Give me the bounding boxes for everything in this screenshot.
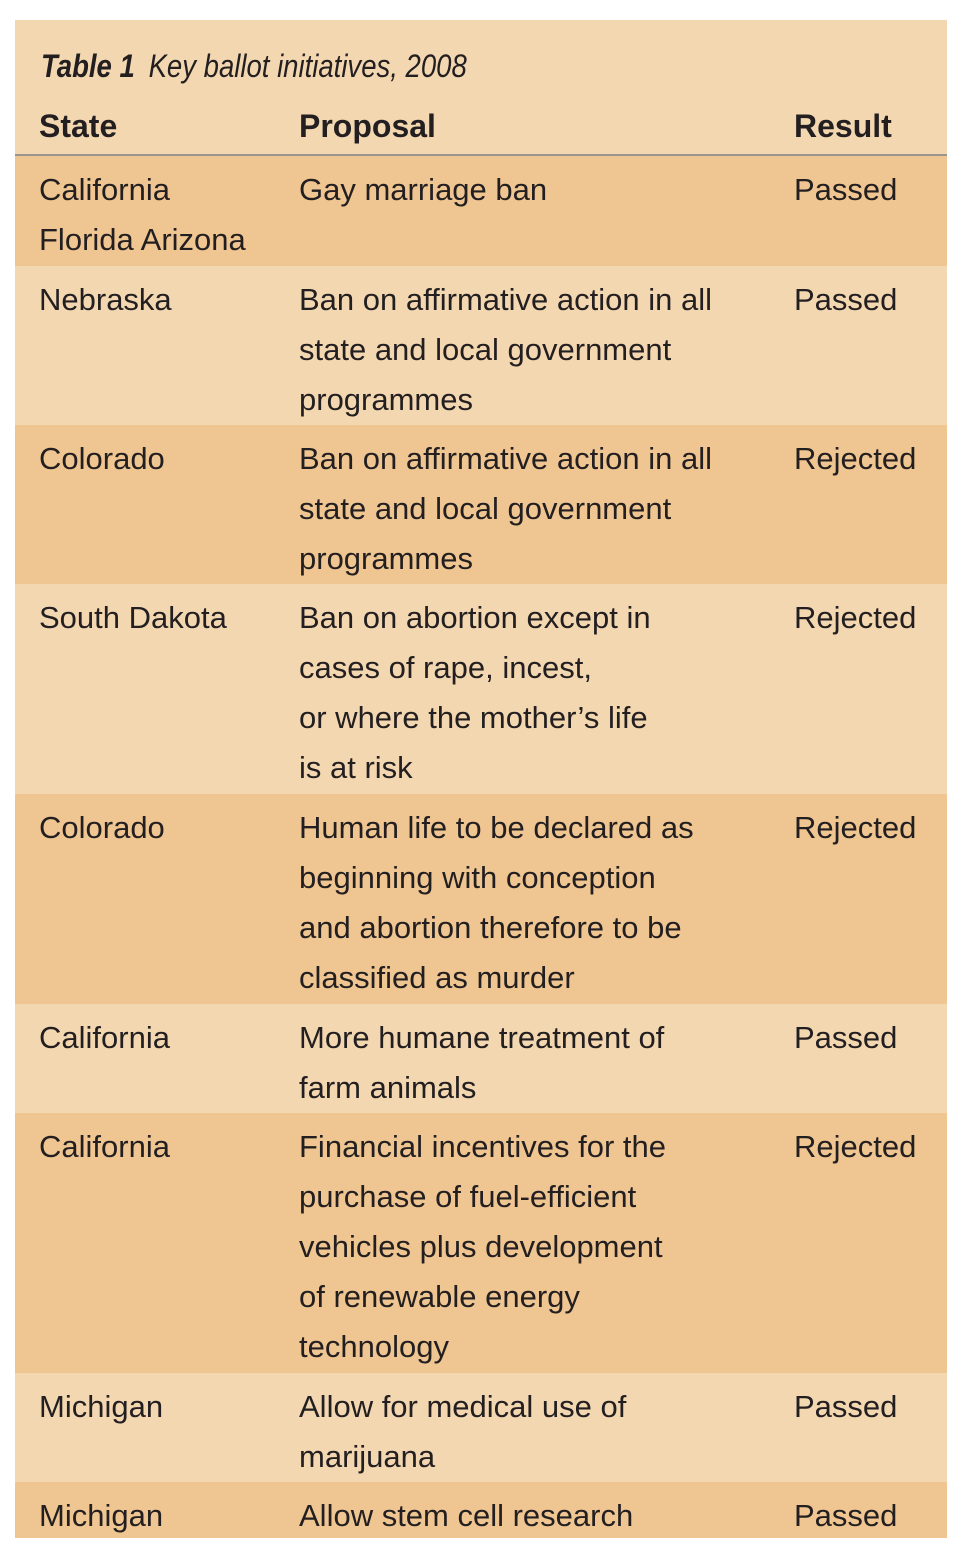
state-cell: California Florida Arizona: [39, 172, 246, 257]
column-header-result: Result: [794, 108, 892, 144]
ballot-initiatives-table: [15, 20, 947, 1538]
table-row: [15, 1373, 947, 1482]
table-title: Key ballot initiatives, 2008: [148, 48, 467, 84]
proposal-cell: More humane treatment of farm animals: [299, 1020, 665, 1105]
proposal-cell: Human life to be declared as beginning with conception and abortion therefore to be classified as murder: [299, 810, 694, 995]
table-row: [15, 1482, 947, 1538]
proposal-cell: Allow stem cell research: [299, 1498, 634, 1533]
state-cell: Colorado: [39, 810, 165, 845]
table-row: [15, 1004, 947, 1113]
state-cell: Colorado: [39, 441, 165, 476]
state-cell: Michigan: [39, 1498, 164, 1533]
proposal-cell: Ban on affirmative action in all state and local government programmes: [299, 441, 712, 576]
table-row: [15, 584, 947, 794]
proposal-cell: Financial incentives for the purchase of fuel-efficient vehicles plus development of renewable energy technology: [299, 1129, 667, 1364]
result-cell: Passed: [794, 1498, 898, 1533]
result-cell: Passed: [794, 1389, 898, 1424]
state-cell: California: [39, 1129, 170, 1164]
column-header-state: State: [39, 108, 118, 144]
table-row: [15, 266, 947, 425]
state-cell: Nebraska: [39, 282, 172, 317]
table-header: [15, 106, 947, 156]
proposal-cell: Ban on abortion except in cases of rape, incest, or where the mother’s life is at risk: [299, 600, 651, 785]
table-row: [15, 794, 947, 1004]
result-cell: Rejected: [794, 1129, 917, 1164]
result-cell: Rejected: [794, 441, 917, 476]
proposal-cell: Ban on affirmative action in all state and local government programmes: [299, 282, 712, 417]
result-cell: Rejected: [794, 810, 917, 845]
table-number: Table 1: [41, 48, 135, 84]
result-cell: Passed: [794, 172, 898, 207]
proposal-cell: Gay marriage ban: [299, 172, 548, 207]
state-cell: South Dakota: [39, 600, 227, 635]
proposal-cell: Allow for medical use of marijuana: [299, 1389, 627, 1474]
table-row: [15, 1113, 947, 1373]
result-cell: Rejected: [794, 600, 917, 635]
result-cell: Passed: [794, 1020, 898, 1055]
state-cell: Michigan: [39, 1389, 164, 1424]
column-header-proposal: Proposal: [299, 108, 436, 144]
table-body: [15, 156, 947, 1538]
table-row: [15, 156, 947, 266]
table-row: [15, 425, 947, 584]
table-caption: [41, 46, 467, 86]
state-cell: California: [39, 1020, 170, 1055]
result-cell: Passed: [794, 282, 898, 317]
